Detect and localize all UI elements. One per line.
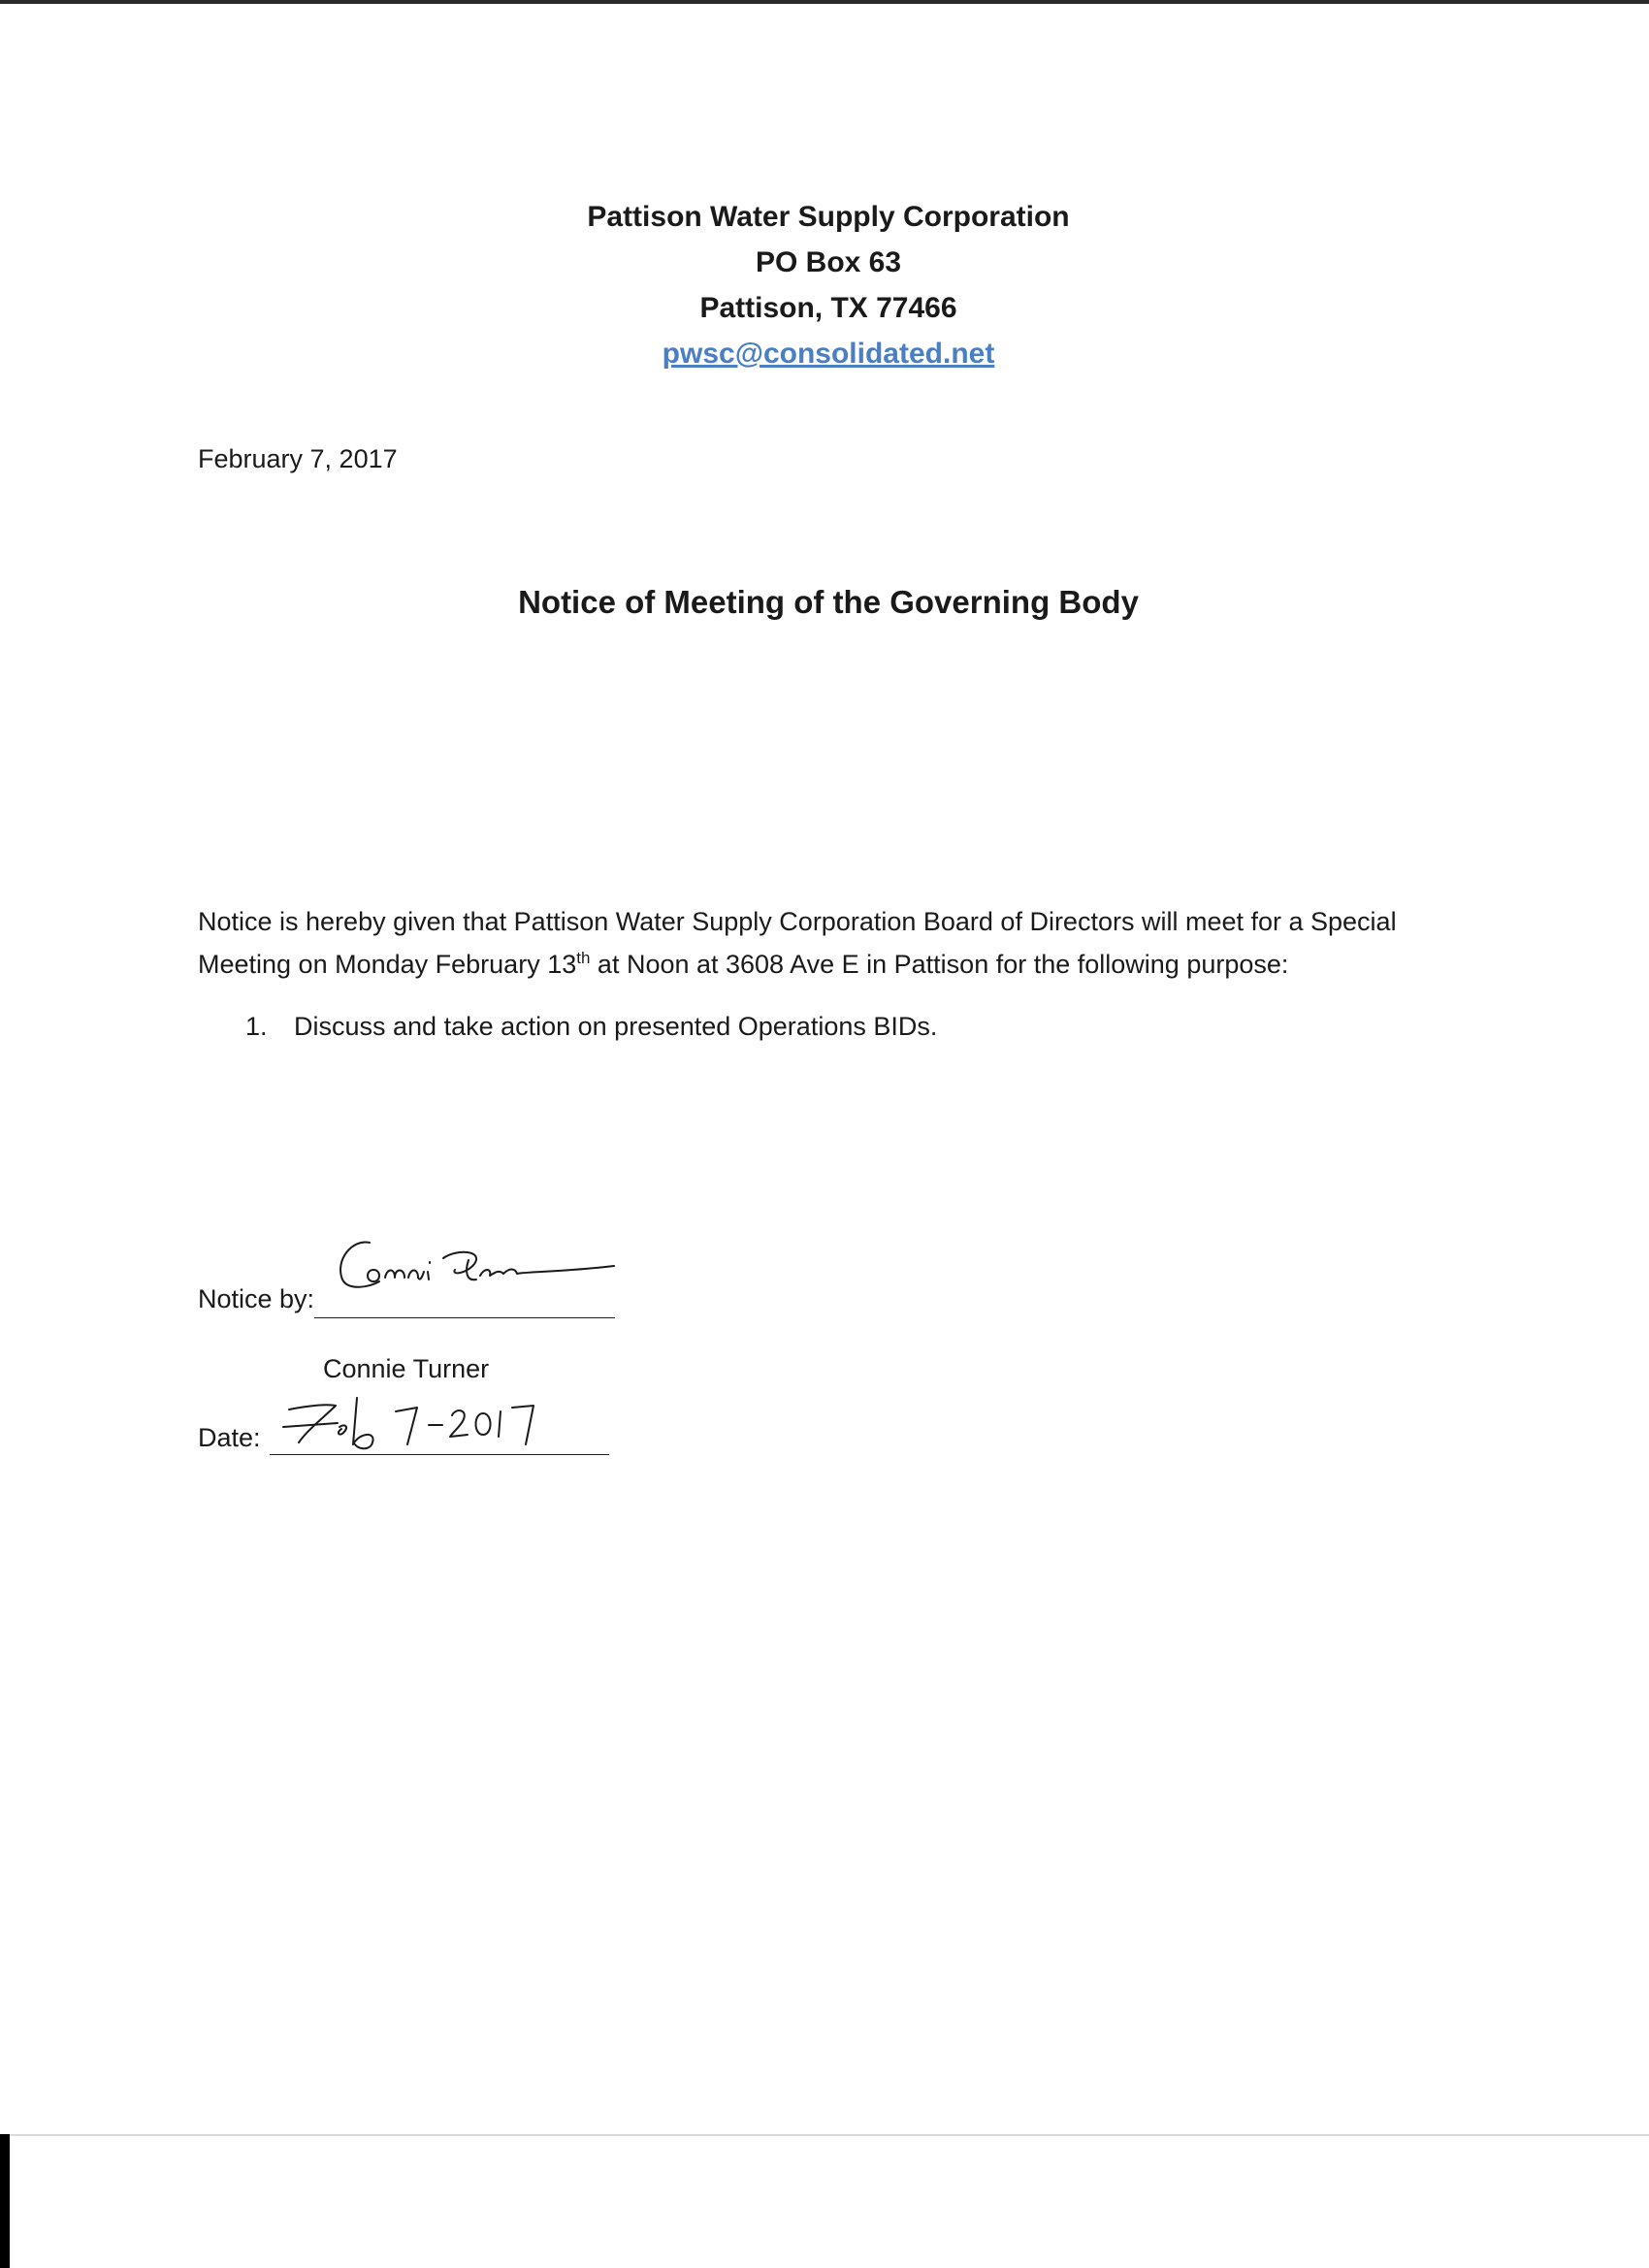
handwritten-signature [331, 1231, 631, 1309]
notice-paragraph [198, 900, 1488, 986]
notice-superscript: th [576, 949, 591, 967]
letter-date: February 7, 2017 [198, 444, 398, 473]
printed-name: Connie Turner [323, 1354, 490, 1383]
email-link[interactable]: pwsc@consolidated.net [662, 338, 995, 370]
signature-line [314, 1317, 615, 1318]
scan-edge-bottom [0, 2134, 1649, 2136]
date-label: Date: [198, 1423, 261, 1452]
city-state-zip: Pattison, TX 77466 [699, 292, 957, 324]
page-title: Notice of Meeting of the Governing Body [518, 584, 1139, 620]
notice-by-label: Notice by: [198, 1284, 315, 1313]
org-name: Pattison Water Supply Corporation [587, 201, 1070, 233]
agenda-item-text: Discuss and take action on presented Operations BIDs. [294, 1012, 938, 1041]
handwritten-date [270, 1394, 561, 1457]
notice-text-part1: Notice is hereby given that Pattison Water Supply Corporation Board of Directors will meet for a Special Meeting on Monday February 13 [198, 907, 1397, 979]
agenda-item-number: 1. [245, 1012, 268, 1041]
letterhead [0, 194, 1649, 376]
scan-edge-left [0, 2134, 10, 2268]
notice-text-part2: at Noon at 3608 Ave E in Pattison for the following purpose: [590, 950, 1289, 979]
po-box: PO Box 63 [755, 246, 902, 278]
agenda-item [245, 1012, 937, 1042]
scan-edge-top [0, 0, 1649, 4]
